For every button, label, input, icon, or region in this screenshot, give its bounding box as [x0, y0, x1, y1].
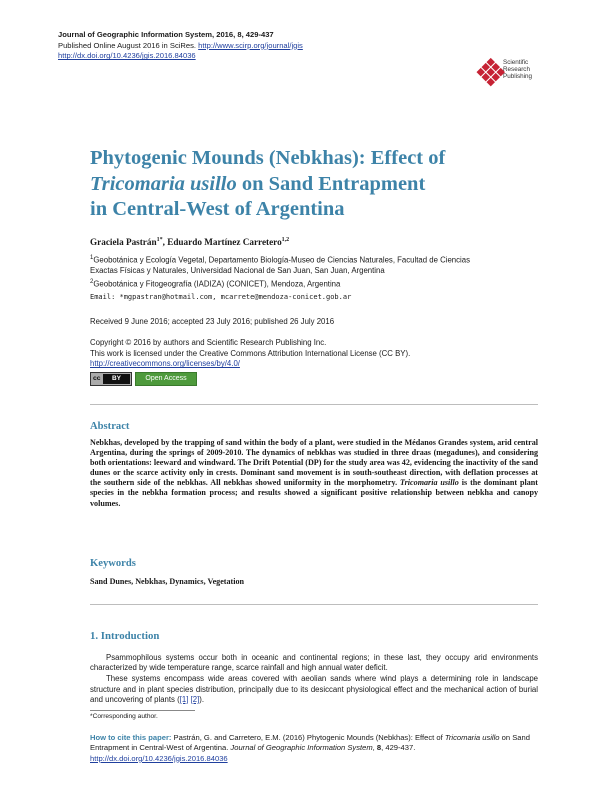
- cc-by-badge[interactable]: [90, 372, 132, 386]
- abstract-heading: Abstract: [90, 421, 130, 432]
- publication-line: [58, 41, 303, 52]
- affiliation-2-text: Geobotánica y Fitogeografía (IADIZA) (CONICET), Mendoza, Argentina: [93, 279, 341, 289]
- affiliation-1-cont: Exactas Físicas y Naturales, Universidad Nacional de San Juan, San Juan, Argentina: [90, 266, 385, 276]
- affiliation-1-line-1: Geobotánica y Ecología Vegetal, Departamento Biología-Museo de Ciencias Naturales, Facultad de Ciencias: [93, 255, 470, 265]
- affiliation-1: [90, 253, 530, 266]
- introduction-body: [90, 652, 538, 705]
- paragraph-2-end: ).: [199, 694, 205, 704]
- paragraph-1: Psammophilous systems occur both in oceanic and continental regions; in these last, they occupy arid environments characterized by wide temperature range, scarce rainfall and high annual water deficit.: [90, 653, 538, 673]
- cite-species: Tricomaria usillo: [444, 733, 500, 742]
- open-access-badge[interactable]: Open Access: [135, 372, 197, 386]
- email-line: Email: *mgpastran@hotmail.com, mcarrete@mendoza-conicet.gob.ar: [90, 293, 352, 301]
- keywords-list: Sand Dunes, Nebkhas, Dynamics, Vegetation: [90, 577, 245, 586]
- copyright-block: [90, 338, 410, 370]
- logo-line-2: Research: [503, 66, 530, 74]
- copyright-line: Copyright © 2016 by authors and Scientific Research Publishing Inc.: [90, 338, 327, 347]
- citation-block: [90, 733, 538, 764]
- author-1-sup: 1*: [156, 237, 163, 243]
- keywords-heading: Keywords: [90, 558, 136, 569]
- affiliation-1-num: 1: [90, 255, 94, 261]
- affiliation-2: [90, 277, 530, 290]
- license-url-link[interactable]: http://creativecommons.org/licenses/by/4.0/: [90, 359, 240, 369]
- cite-doi-link[interactable]: http://dx.doi.org/10.4236/jgis.2016.84036: [90, 753, 228, 763]
- author-2: Eduardo Martínez Carretero: [167, 237, 282, 248]
- reference-link-2[interactable]: [2]: [190, 694, 200, 704]
- paragraph-2-text: These systems encompass wide areas covered with aeolian sands where wind plays a determining role in landscape structure and in plant species distribution, principally due to its desiccant physiological effect and the mechanical action of burial and uncovering of plants (: [90, 674, 538, 704]
- journal-url-link[interactable]: http://www.scirp.org/journal/jgis: [198, 40, 303, 50]
- paragraph-2: [90, 674, 538, 705]
- cite-text-1: Pastrán, G. and Carretero, E.M. (2016) Phytogenic Mounds (Nebkhas): Effect of: [171, 733, 445, 742]
- divider: [90, 604, 538, 605]
- cc-badge-text: cc: [93, 375, 101, 382]
- published-text: Published Online August 2016 in SciRes.: [58, 40, 197, 50]
- author-2-sup: 1,2: [281, 237, 290, 243]
- cite-volume: 8: [376, 743, 382, 753]
- footnote: *Corresponding author.: [90, 713, 158, 720]
- diamond-cluster-icon: [478, 59, 504, 85]
- introduction-heading: 1. Introduction: [90, 630, 160, 642]
- author-separator: ,: [162, 237, 168, 248]
- abstract-part-2: is the dominant plant species in the nebkha formation process; and results showed a significant positive relationship between nebkha and canopy volumes.: [90, 478, 538, 508]
- by-badge-text: BY: [103, 374, 130, 384]
- doi-link[interactable]: http://dx.doi.org/10.4236/jgis.2016.84036: [58, 51, 196, 61]
- abstract-part-1: Nebkhas, developed by the trapping of sand within the body of a plant, were studied in the Médanos Grandes system, arid central Argentina, during the springs of 2009-2010. The dynamics of nebkhas was studied in three draas (megadunes), and considering both orientations: leeward and windward. The Drift Potential (DP) for the study area was 42, evidencing the inactivity of the sand dunes or the scarce activity only in crests. Dominant sand movement is in south-southeast direction, with deflation processes at the southern side of the nebkhas. All nebkhas showed uniformity in the morphometry.: [90, 438, 538, 488]
- journal-header: [58, 30, 303, 62]
- footnote-rule: [90, 710, 195, 711]
- abstract-text: [90, 438, 538, 509]
- paper-title: [90, 146, 530, 223]
- publisher-name: [503, 59, 532, 81]
- title-line-3: in Central-West of Argentina: [90, 198, 345, 220]
- divider: [90, 404, 538, 405]
- author-1: Graciela Pastrán: [90, 237, 157, 248]
- journal-citation: Journal of Geographic Information System, 2016, 8, 429-437: [58, 30, 274, 39]
- cite-text-4: , 429-437.: [381, 743, 416, 753]
- logo-line-1: Scientific: [503, 59, 529, 66]
- cite-journal: Journal of Geographic Information System: [230, 743, 373, 753]
- cite-text-2: on Sand Entrapment in Central-West of Argentina.: [90, 733, 530, 753]
- logo-line-3: Publishing: [503, 73, 533, 81]
- title-line-1: Phytogenic Mounds (Nebkhas): Effect of: [90, 147, 446, 169]
- affiliation-2-num: 2: [90, 278, 94, 285]
- reference-link-1[interactable]: [1]: [179, 694, 189, 704]
- title-species: Tricomaria usillo: [90, 172, 237, 195]
- cite-text-3: ,: [372, 743, 377, 753]
- title-line-2-rest: on Sand Entrapment: [241, 172, 426, 195]
- publisher-logo: [478, 57, 568, 87]
- received-dates: Received 9 June 2016; accepted 23 July 2016; published 26 July 2016: [90, 317, 335, 326]
- affiliations: [90, 253, 530, 290]
- title-line-2: [90, 172, 530, 198]
- abstract-species: Tricomaria usillo: [400, 478, 459, 488]
- license-line: This work is licensed under the Creative Commons Attribution International License (CC BY).: [90, 348, 411, 358]
- author-list: [90, 237, 289, 247]
- cite-label: How to cite this paper:: [90, 733, 172, 742]
